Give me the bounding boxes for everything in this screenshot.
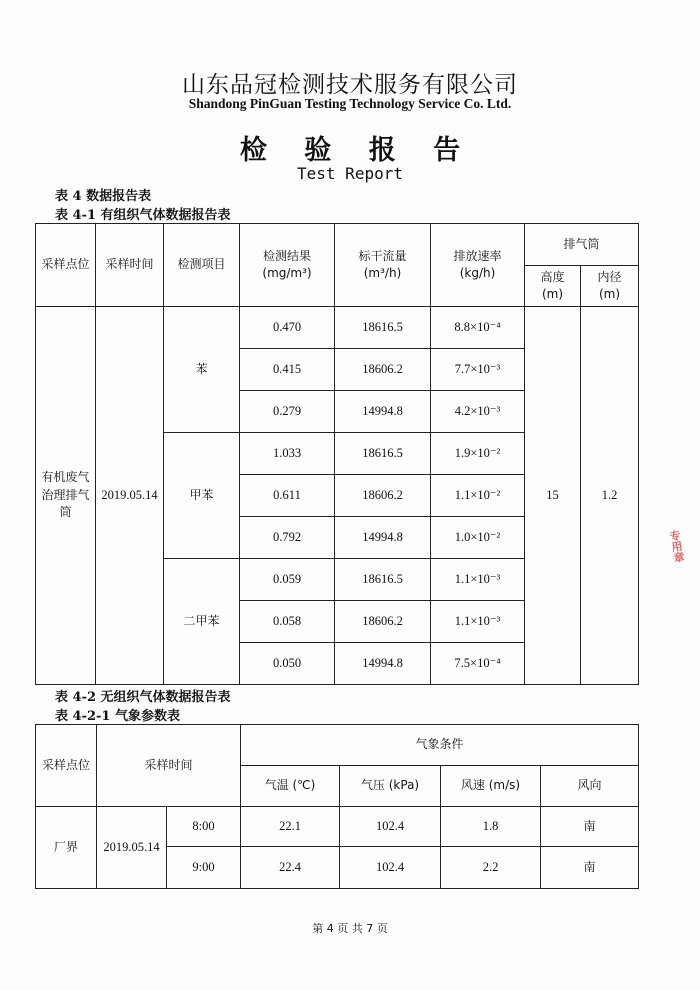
cell-result: 0.058 (240, 601, 335, 643)
header-diameter: 内径 (m) (581, 266, 639, 307)
cell-result: 0.792 (240, 517, 335, 559)
cell-height: 15 (525, 307, 581, 685)
cell-flow: 18616.5 (335, 559, 431, 601)
weather-header-temp: 气温 (℃) (241, 766, 340, 807)
cell-point: 有机废气治理排气筒 (36, 307, 96, 685)
header-result: 检测结果 (mg/m³) (240, 224, 335, 307)
cell-result: 0.611 (240, 475, 335, 517)
cell-flow: 18606.2 (335, 601, 431, 643)
header-time: 采样时间 (96, 224, 164, 307)
cell-result: 0.059 (240, 559, 335, 601)
caption-table-4-2: 表 4-2 无组织气体数据报告表 (55, 690, 231, 705)
weather-cell-speed: 2.2 (441, 847, 541, 889)
header-item: 检测项目 (164, 224, 240, 307)
page-footer: 第 4 页 共 7 页 (312, 922, 388, 935)
cell-result: 0.470 (240, 307, 335, 349)
cell-rate: 8.8×10⁻⁴ (431, 307, 525, 349)
cell-rate: 1.1×10⁻³ (431, 559, 525, 601)
header-stack: 排气筒 (525, 224, 639, 266)
cell-diameter: 1.2 (581, 307, 639, 685)
cell-result: 0.050 (240, 643, 335, 685)
caption-table-4: 表 4 数据报告表 (55, 189, 152, 204)
cell-rate: 1.9×10⁻² (431, 433, 525, 475)
weather-cell-dir: 南 (541, 807, 639, 847)
weather-cell-time: 9:00 (167, 847, 241, 889)
company-name-cn: 山东品冠检测技术服务有限公司 (182, 72, 518, 98)
header-height: 高度 (m) (525, 266, 581, 307)
header-flow: 标干流量 (m³/h) (335, 224, 431, 307)
weather-header-conditions: 气象条件 (241, 725, 639, 766)
cell-flow: 18616.5 (335, 433, 431, 475)
organized-gas-table (35, 223, 639, 685)
cell-rate: 7.5×10⁻⁴ (431, 643, 525, 685)
weather-header-wind-speed: 风速 (m/s) (441, 766, 541, 807)
weather-header-time: 采样时间 (97, 725, 241, 807)
company-name-en: Shandong PinGuan Testing Technology Service Co. Ltd. (188, 96, 512, 111)
cell-date: 2019.05.14 (96, 307, 164, 685)
cell-item: 二甲苯 (164, 559, 240, 685)
cell-flow: 18616.5 (335, 307, 431, 349)
weather-cell-point: 厂界 (36, 807, 97, 889)
weather-header-point: 采样点位 (36, 725, 97, 807)
cell-result: 1.033 (240, 433, 335, 475)
weather-table (35, 724, 639, 889)
caption-table-4-1: 表 4-1 有组织气体数据报告表 (55, 208, 231, 223)
cell-rate: 1.1×10⁻² (431, 475, 525, 517)
report-title: 检 验 报 告 (239, 135, 475, 166)
cell-flow: 14994.8 (335, 643, 431, 685)
weather-cell-date: 2019.05.14 (97, 807, 167, 889)
report-subtitle: Test Report (297, 164, 403, 183)
weather-cell-time: 8:00 (167, 807, 241, 847)
cell-item: 苯 (164, 307, 240, 433)
weather-cell-pressure: 102.4 (340, 847, 441, 889)
seal-stamp: 专用章 (667, 529, 686, 564)
cell-result: 0.279 (240, 391, 335, 433)
weather-header-pressure: 气压 (kPa) (340, 766, 441, 807)
cell-item: 甲苯 (164, 433, 240, 559)
weather-cell-temp: 22.1 (241, 807, 340, 847)
cell-rate: 1.0×10⁻² (431, 517, 525, 559)
cell-flow: 18606.2 (335, 349, 431, 391)
cell-flow: 14994.8 (335, 391, 431, 433)
caption-table-4-2-1: 表 4-2-1 气象参数表 (55, 709, 180, 724)
cell-flow: 14994.8 (335, 517, 431, 559)
weather-cell-pressure: 102.4 (340, 807, 441, 847)
weather-cell-temp: 22.4 (241, 847, 340, 889)
cell-rate: 7.7×10⁻³ (431, 349, 525, 391)
cell-rate: 4.2×10⁻³ (431, 391, 525, 433)
weather-cell-dir: 南 (541, 847, 639, 889)
weather-cell-speed: 1.8 (441, 807, 541, 847)
header-point: 采样点位 (36, 224, 96, 307)
header-rate: 排放速率 (kg/h) (431, 224, 525, 307)
cell-rate: 1.1×10⁻³ (431, 601, 525, 643)
cell-result: 0.415 (240, 349, 335, 391)
weather-header-wind-dir: 风向 (541, 766, 639, 807)
cell-flow: 18606.2 (335, 475, 431, 517)
